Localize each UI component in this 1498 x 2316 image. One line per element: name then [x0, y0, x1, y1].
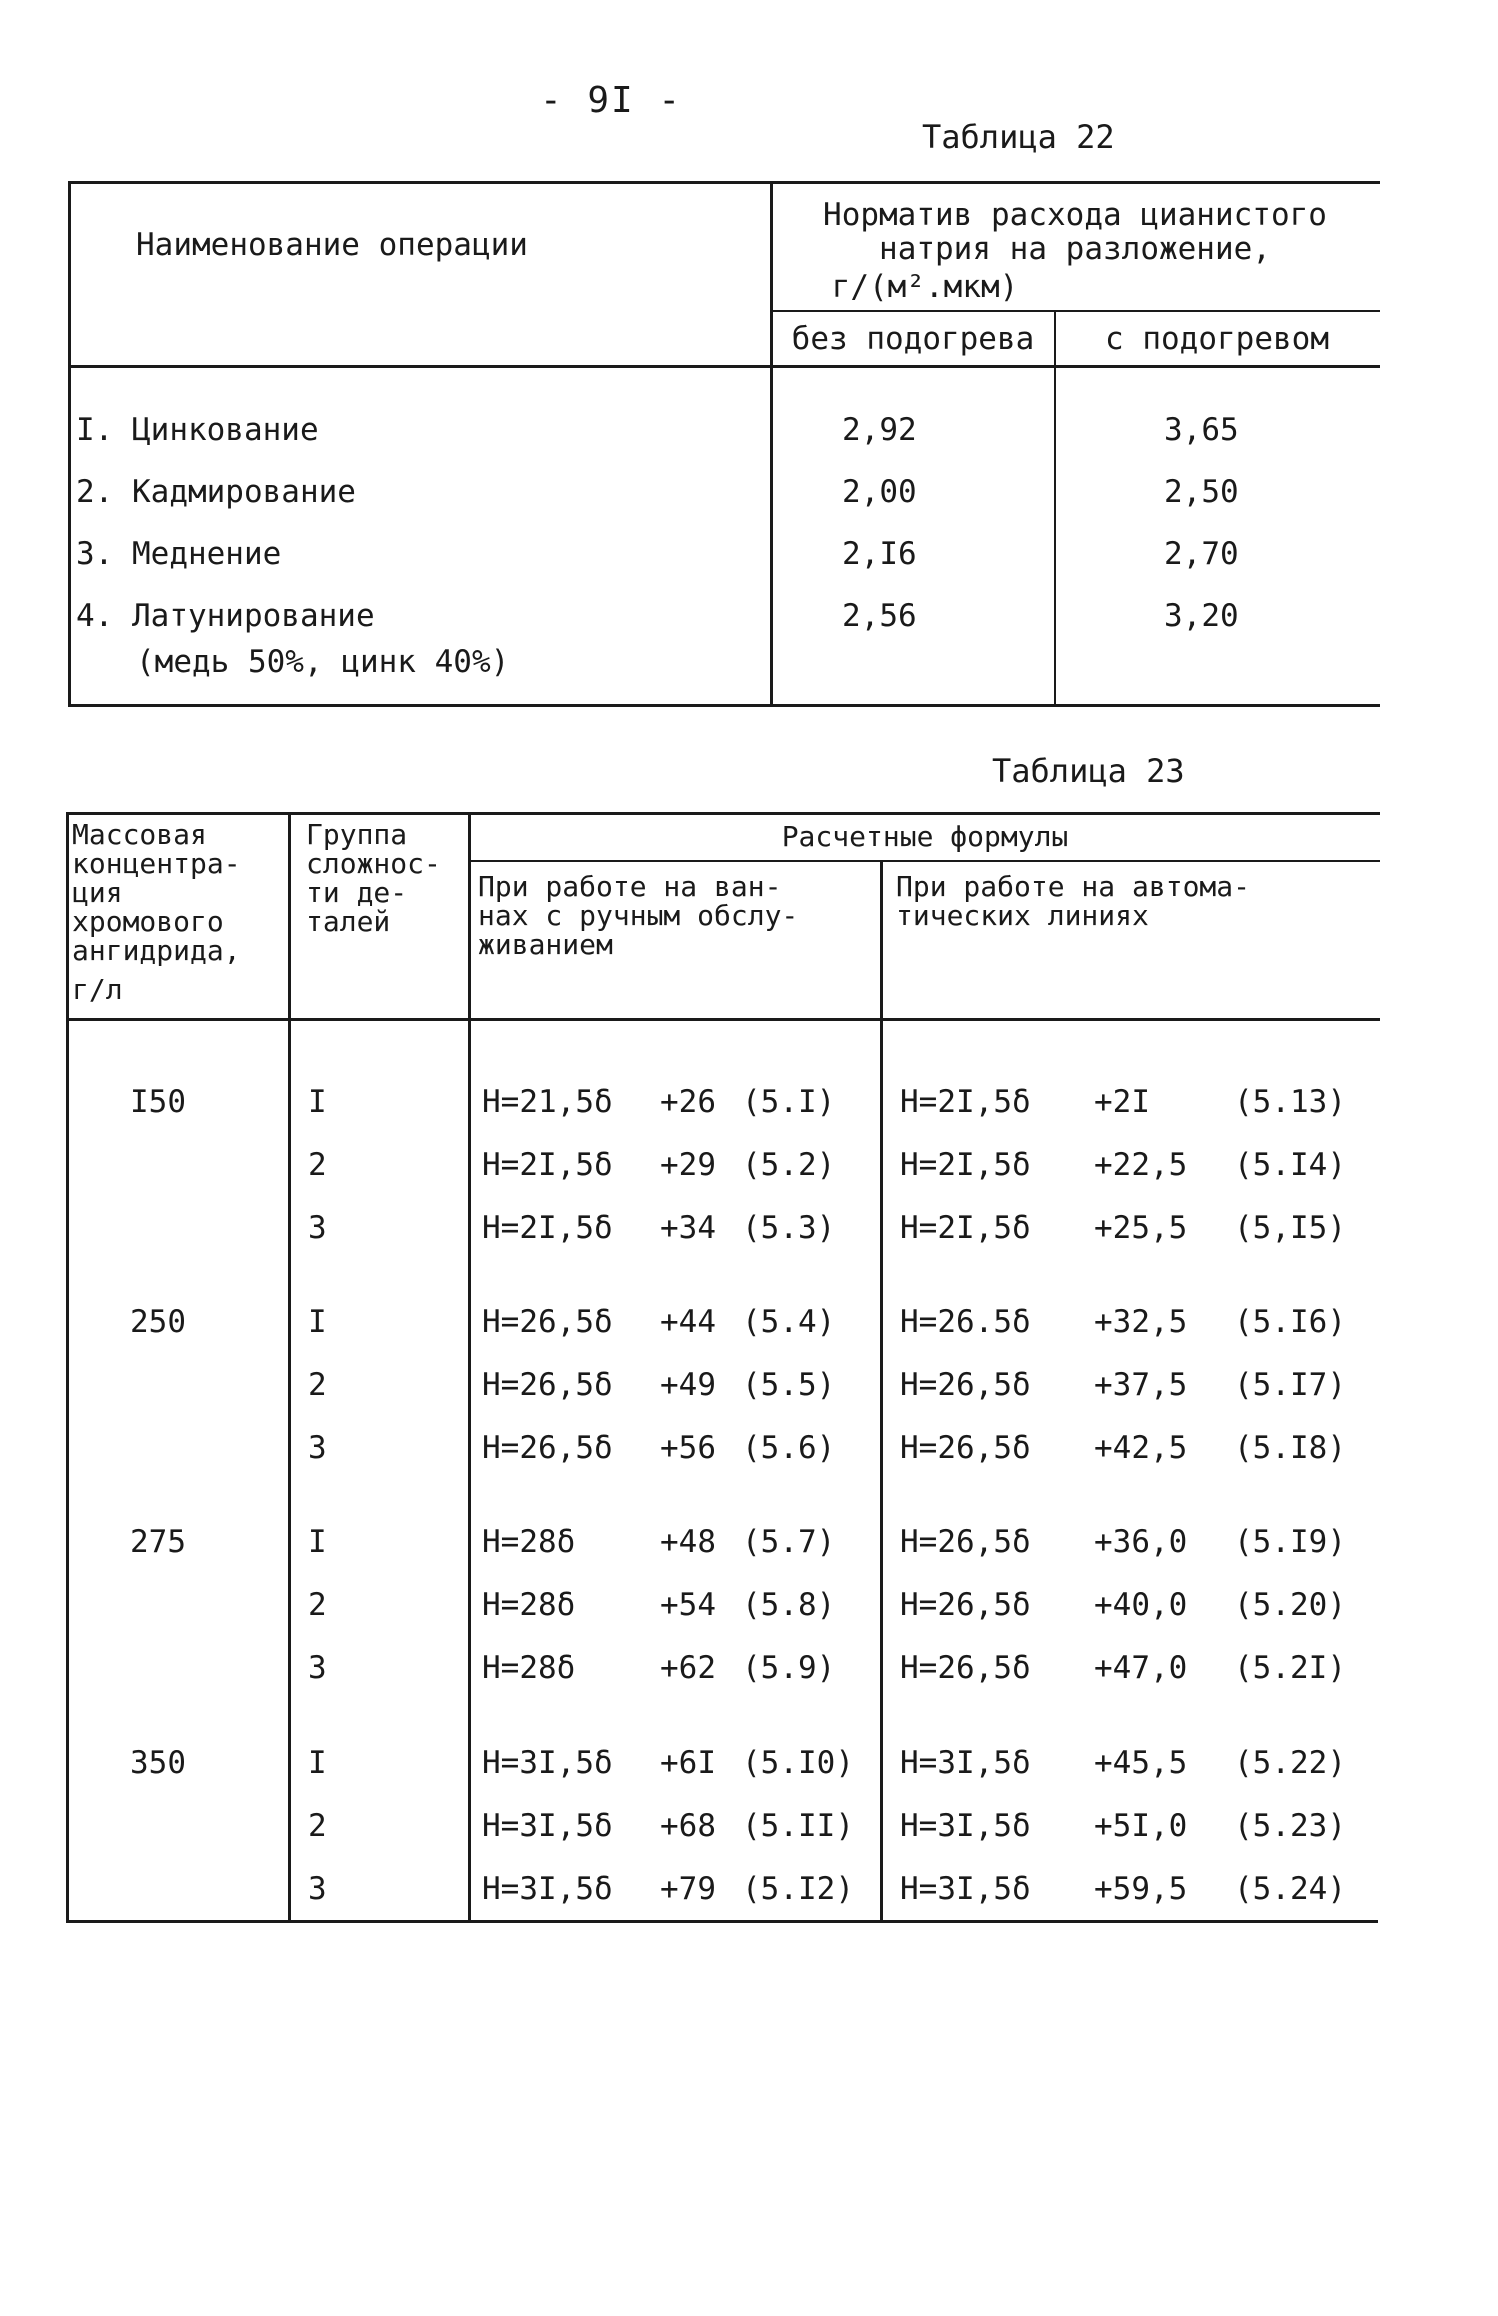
t23-header-group-4: талей	[306, 905, 391, 938]
t23-formula-m1: Н=26,5δ	[482, 1430, 613, 1466]
t23-formula-a3: (5.20)	[1234, 1587, 1346, 1623]
t23-group: 3	[308, 1650, 327, 1686]
t23-header-conc-5: ангидрида,	[72, 934, 241, 967]
t23-formula-m3: (5.2)	[742, 1147, 836, 1183]
t23-header-group-3: ти де-	[306, 876, 408, 909]
t23-formula-m3: (5.7)	[742, 1524, 836, 1560]
t23-formula-a1: Н=26,5δ	[900, 1430, 1031, 1466]
t23-formula-m2: +29	[660, 1147, 716, 1183]
t23-header-manual-3: живанием	[478, 928, 613, 961]
t23-formula-a2: +5I,0	[1094, 1808, 1188, 1844]
t23-formula-a3: (5.2I)	[1234, 1650, 1346, 1686]
t22-col-divider-1	[770, 181, 773, 707]
t22-row4-name: 4. Латунирование	[76, 598, 375, 634]
t23-group: I	[308, 1304, 327, 1340]
t23-formula-m1: Н=2I,5δ	[482, 1147, 613, 1183]
t23-formula-m2: +54	[660, 1587, 716, 1623]
t23-formula-m3: (5.I)	[742, 1084, 836, 1120]
t23-group: 2	[308, 1147, 327, 1183]
table22-caption: Таблица 22	[922, 118, 1115, 156]
t23-concentration: I50	[130, 1084, 186, 1120]
t23-formula-m3: (5.I0)	[742, 1745, 854, 1781]
t23-formula-m2: +49	[660, 1367, 716, 1403]
t23-formula-m1: Н=3I,5δ	[482, 1745, 613, 1781]
t22-row4-no-heat: 2,56	[842, 598, 917, 634]
t23-formula-m2: +26	[660, 1084, 716, 1120]
t23-formula-m1: Н=26,5δ	[482, 1304, 613, 1340]
t23-formula-m3: (5.6)	[742, 1430, 836, 1466]
t23-formula-a2: +37,5	[1094, 1367, 1188, 1403]
page-number: - 9I -	[540, 80, 683, 121]
t23-formula-m1: Н=28δ	[482, 1524, 576, 1560]
t23-formula-a1: Н=26,5δ	[900, 1650, 1031, 1686]
t23-formula-m3: (5.II)	[742, 1808, 854, 1844]
t23-header-auto-2: тических линиях	[896, 899, 1149, 932]
t23-header-conc-3: ция	[72, 876, 123, 909]
t23-group: I	[308, 1745, 327, 1781]
t23-bottom-border	[66, 1920, 1378, 1923]
t22-row2-name: 2. Кадмирование	[76, 474, 356, 510]
t23-formula-m1: Н=21,5δ	[482, 1084, 613, 1120]
t23-formula-a3: (5.13)	[1234, 1084, 1346, 1120]
t23-formula-a3: (5.I6)	[1234, 1304, 1346, 1340]
t23-formula-a3: (5.I9)	[1234, 1524, 1346, 1560]
t23-formula-a1: Н=26.5δ	[900, 1304, 1031, 1340]
t22-left-border	[68, 181, 71, 707]
t23-formula-m1: Н=3I,5δ	[482, 1808, 613, 1844]
t22-row4-heat: 3,20	[1164, 598, 1239, 634]
t23-formula-m2: +68	[660, 1808, 716, 1844]
t23-formula-a1: Н=2I,5δ	[900, 1147, 1031, 1183]
t23-formula-a1: Н=26,5δ	[900, 1587, 1031, 1623]
t23-formula-a1: Н=26,5δ	[900, 1524, 1031, 1560]
t23-header-conc-2: концентра-	[72, 847, 241, 880]
t23-group: I	[308, 1084, 327, 1120]
t23-formula-a2: +59,5	[1094, 1871, 1188, 1907]
t23-group: 2	[308, 1808, 327, 1844]
t23-formula-a2: +22,5	[1094, 1147, 1188, 1183]
t23-header-group-1: Группа	[306, 818, 408, 851]
t23-header-manual-2: нах с ручным обслу-	[478, 899, 799, 932]
t23-group: 3	[308, 1430, 327, 1466]
t23-formula-a2: +45,5	[1094, 1745, 1188, 1781]
t23-formula-a3: (5.I8)	[1234, 1430, 1346, 1466]
t23-formula-a3: (5.22)	[1234, 1745, 1346, 1781]
t23-formula-m1: Н=28δ	[482, 1650, 576, 1686]
t23-formula-a2: +32,5	[1094, 1304, 1188, 1340]
t23-formula-m2: +79	[660, 1871, 716, 1907]
t23-formula-a3: (5.24)	[1234, 1871, 1346, 1907]
t23-formula-a2: +47,0	[1094, 1650, 1188, 1686]
t23-formula-a3: (5.23)	[1234, 1808, 1346, 1844]
t23-formula-a2: +40,0	[1094, 1587, 1188, 1623]
t23-formula-m2: +62	[660, 1650, 716, 1686]
t22-row3-heat: 2,70	[1164, 536, 1239, 572]
t23-formula-a3: (5.I4)	[1234, 1147, 1346, 1183]
t23-group: 2	[308, 1587, 327, 1623]
t23-header-conc-6: г/л	[72, 973, 123, 1006]
t23-formula-m3: (5.5)	[742, 1367, 836, 1403]
t22-header-norm-unit: г/(м².мкм)	[831, 269, 1019, 305]
t23-formula-m3: (5.I2)	[742, 1871, 854, 1907]
t23-formula-m3: (5.8)	[742, 1587, 836, 1623]
t23-formula-m1: Н=2I,5δ	[482, 1210, 613, 1246]
t22-row3-no-heat: 2,I6	[842, 536, 917, 572]
t23-formula-a2: +25,5	[1094, 1210, 1188, 1246]
t23-header-bottom	[66, 1018, 1380, 1021]
t23-formula-m3: (5.3)	[742, 1210, 836, 1246]
t22-header-norm-line2: натрия на разложение,	[879, 231, 1271, 267]
t23-header-formulas: Расчетные формулы	[781, 820, 1069, 853]
t23-formula-a1: Н=26,5δ	[900, 1367, 1031, 1403]
t23-header-conc-4: хромового	[72, 905, 224, 938]
t23-header-group-2: сложнос-	[306, 847, 441, 880]
t23-formula-a2: +2I	[1094, 1084, 1150, 1120]
t23-formula-a2: +36,0	[1094, 1524, 1188, 1560]
t22-subheader-line	[770, 310, 1380, 312]
t23-concentration: 350	[130, 1745, 186, 1781]
t23-group: I	[308, 1524, 327, 1560]
t23-formula-m1: Н=3I,5δ	[482, 1871, 613, 1907]
t23-formula-subline	[470, 860, 1380, 862]
t22-row1-name: I. Цинкование	[76, 412, 319, 448]
t22-top-border	[68, 181, 1380, 184]
t22-row3-name: 3. Меднение	[76, 536, 282, 572]
t23-header-manual-1: При работе на ван-	[478, 870, 782, 903]
t23-formula-a1: Н=3I,5δ	[900, 1808, 1031, 1844]
t22-header-operation: Наименование операции	[136, 227, 528, 263]
t22-row4-name-detail: (медь 50%, цинк 40%)	[136, 644, 510, 680]
t22-header-no-heat: без подогрева	[791, 321, 1035, 357]
t22-header-bottom	[68, 365, 1380, 368]
t23-formula-m3: (5.4)	[742, 1304, 836, 1340]
t23-group: 3	[308, 1210, 327, 1246]
t23-formula-m2: +56	[660, 1430, 716, 1466]
t23-formula-m2: +34	[660, 1210, 716, 1246]
t23-formula-a1: Н=3I,5δ	[900, 1745, 1031, 1781]
t22-row1-heat: 3,65	[1164, 412, 1239, 448]
t22-row1-no-heat: 2,92	[842, 412, 917, 448]
t23-concentration: 275	[130, 1524, 186, 1560]
t22-header-heat: с подогревом	[1105, 321, 1329, 357]
t23-header-auto-1: При работе на автома-	[896, 870, 1251, 903]
table23-caption: Таблица 23	[992, 752, 1185, 790]
t23-formula-m1: Н=28δ	[482, 1587, 576, 1623]
t23-formula-a3: (5,I5)	[1234, 1210, 1346, 1246]
t23-formula-a2: +42,5	[1094, 1430, 1188, 1466]
t23-col-divider-1	[288, 812, 291, 1923]
t22-bottom-border	[68, 704, 1380, 707]
t23-formula-a1: Н=2I,5δ	[900, 1210, 1031, 1246]
t23-top-border	[66, 812, 1380, 815]
t23-group: 2	[308, 1367, 327, 1403]
t23-header-conc-1: Массовая	[72, 818, 207, 851]
t23-formula-a3: (5.I7)	[1234, 1367, 1346, 1403]
t23-col-divider-3	[880, 860, 883, 1923]
t23-concentration: 250	[130, 1304, 186, 1340]
t22-col-divider-2	[1054, 312, 1056, 707]
t23-formula-m2: +48	[660, 1524, 716, 1560]
t23-group: 3	[308, 1871, 327, 1907]
t23-formula-m1: Н=26,5δ	[482, 1367, 613, 1403]
t23-col-divider-2	[468, 812, 471, 1923]
t23-formula-m2: +44	[660, 1304, 716, 1340]
t23-left-border	[66, 812, 69, 1923]
t23-formula-a1: Н=2I,5δ	[900, 1084, 1031, 1120]
t23-formula-a1: Н=3I,5δ	[900, 1871, 1031, 1907]
t22-row2-heat: 2,50	[1164, 474, 1239, 510]
t22-header-norm-line1: Норматив расхода цианистого	[823, 197, 1327, 233]
t23-formula-m2: +6I	[660, 1745, 716, 1781]
t22-row2-no-heat: 2,00	[842, 474, 917, 510]
t23-formula-m3: (5.9)	[742, 1650, 836, 1686]
